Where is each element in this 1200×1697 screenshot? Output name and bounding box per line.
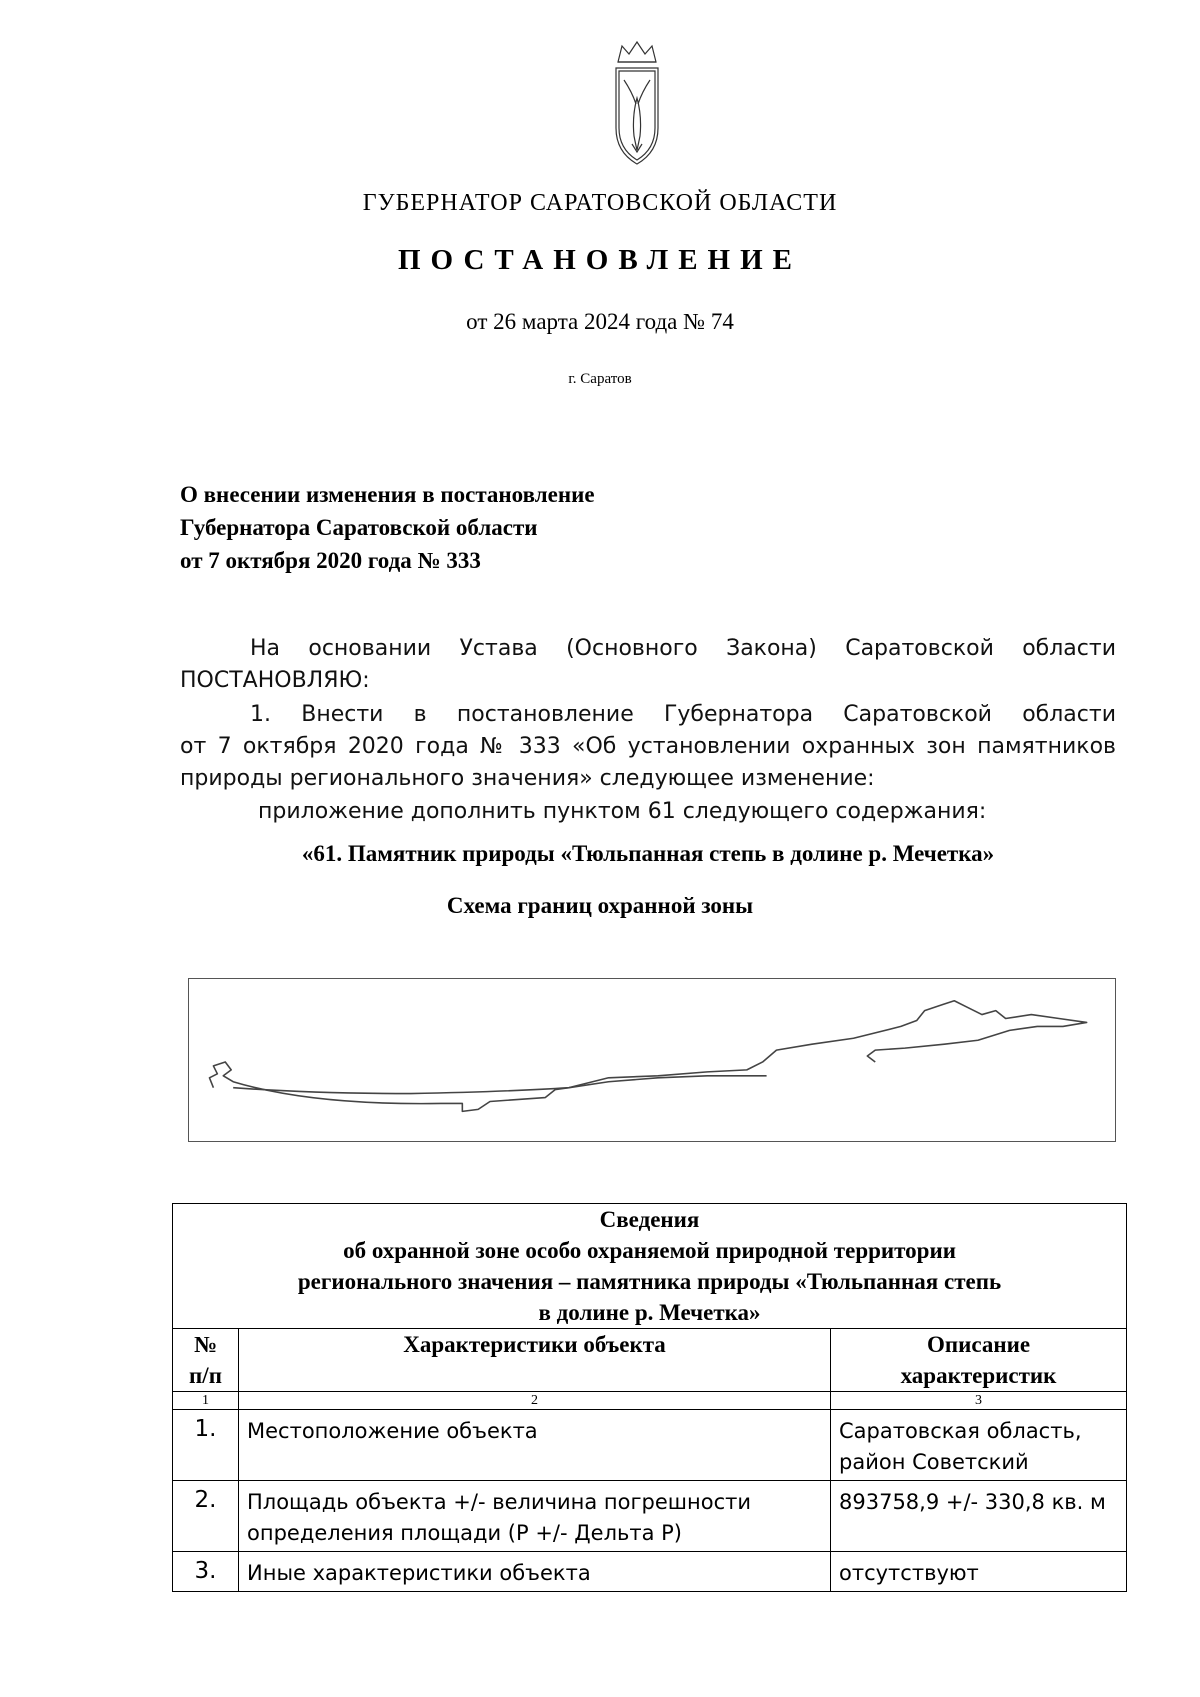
cell-line: Иные характеристики объекта [247,1561,591,1585]
row-description [831,1481,1127,1552]
paragraph-item-1-line-2: от 7 октября 2020 года № 333 «Об установлении охранных зон памятников [180,734,1116,759]
header-characteristics: Характеристики объекта [239,1329,831,1392]
boundary-outline [209,1001,1086,1112]
caption-line: в долине р. Мечетка» [538,1300,761,1325]
header-description [831,1329,1127,1392]
header-num-line: № [193,1332,218,1357]
table-row [173,1552,1127,1592]
table-caption [173,1204,1127,1329]
header-num [173,1329,239,1392]
header-num-line: п/п [189,1363,222,1388]
subject-line: О внесении изменения в постановление [180,482,595,507]
caption-line: Сведения [599,1207,700,1232]
cell-line: отсутствуют [839,1561,979,1585]
row-number: 3. [173,1552,239,1592]
document-date-number: от 26 марта 2024 года № 74 [466,309,734,334]
cell-line: район Советский [839,1450,1029,1474]
cell-line: Местоположение объекта [247,1419,538,1443]
cell-line: определения площади (P +/- Дельта P) [247,1521,683,1545]
boundary-map [188,978,1116,1142]
row-characteristic [239,1410,831,1481]
paragraph-preamble: На основании Устава (Основного Закона) Саратовской области [250,636,1116,661]
issuing-authority: ГУБЕРНАТОР САРАТОВСКОЙ ОБЛАСТИ [362,190,838,216]
row-characteristic [239,1552,831,1592]
row-number: 1. [173,1410,239,1481]
column-index: 2 [239,1392,831,1410]
row-description [831,1410,1127,1481]
cell-line: Площадь объекта +/- величина погрешности [247,1490,751,1514]
item-61-title: «61. Памятник природы «Тюльпанная степь в долине р. Мечетка» [301,841,995,866]
column-index: 3 [831,1392,1127,1410]
document-type: ПОСТАНОВЛЕНИЕ [397,244,802,276]
cell-line: Саратовская область, [839,1419,1082,1443]
paragraph-appendix: приложение дополнить пунктом 61 следующего содержания: [258,799,987,824]
table-row [173,1410,1127,1481]
column-index: 1 [173,1392,239,1410]
row-characteristic [239,1481,831,1552]
row-number: 2. [173,1481,239,1552]
schema-title: Схема границ охранной зоны [446,893,754,918]
subject-line: Губернатора Саратовской области [180,515,538,540]
table-row [173,1481,1127,1552]
boundary-inner [233,1076,766,1094]
cell-line: 893758,9 +/- 330,8 кв. м [839,1490,1106,1514]
paragraph-preamble-decree: ПОСТАНОВЛЯЮ: [180,668,370,693]
city-label: г. Саратов [568,371,632,387]
table-caption-row [173,1204,1127,1329]
caption-line: регионального значения – памятника природы «Тюльпанная степь [297,1269,1002,1294]
subject-line: от 7 октября 2020 года № 333 [180,548,481,573]
header-desc-line: Описание [926,1332,1031,1357]
row-description [831,1552,1127,1592]
table-header-row [173,1329,1127,1392]
document-subject [180,478,595,577]
paragraph-item-1: 1. Внести в постановление Губернатора Саратовской области [250,702,1116,727]
paragraph-item-1-line-3: природы регионального значения» следующее изменение: [180,766,875,791]
header-desc-line: характеристик [900,1363,1057,1388]
column-index-row [173,1392,1127,1410]
protected-zone-info-table [172,1203,1127,1592]
coat-of-arms-emblem [596,40,678,170]
caption-line: об охранной зоне особо охраняемой природной территории [343,1238,956,1263]
